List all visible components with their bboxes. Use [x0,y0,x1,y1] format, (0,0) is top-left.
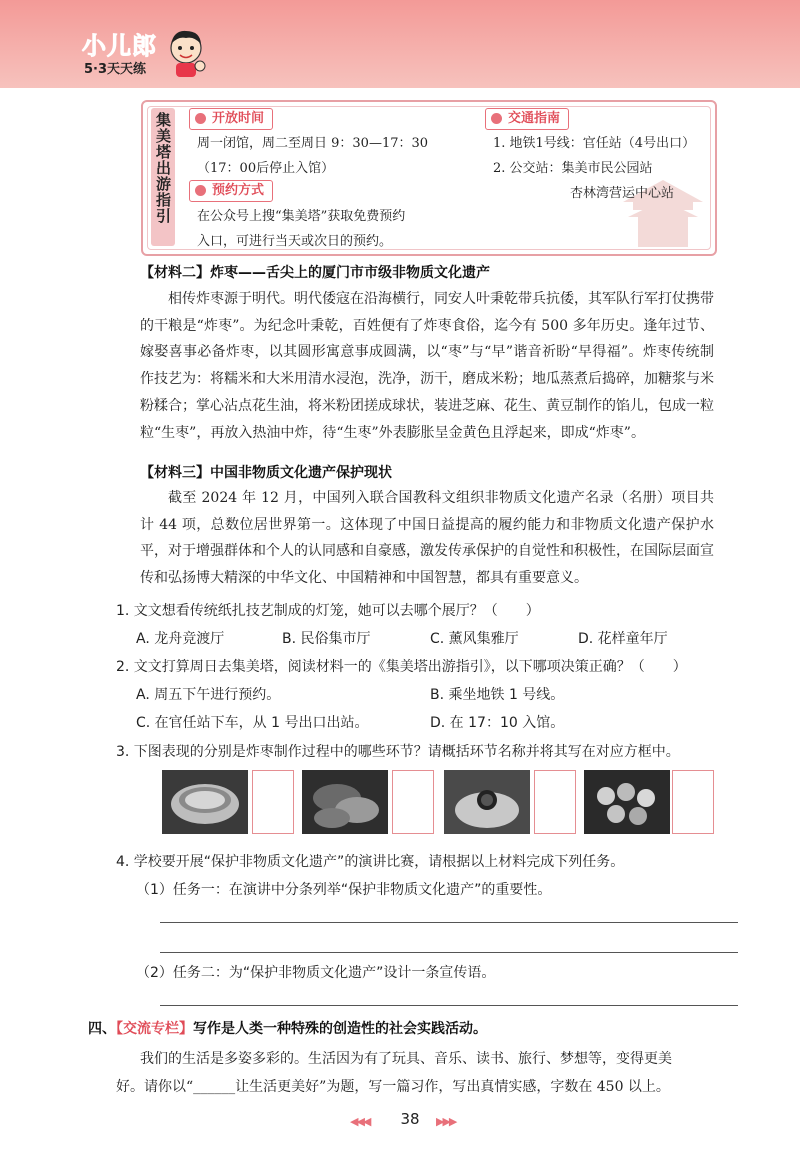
next-arrows-icon: ▶▶▶ [436,1115,456,1128]
answer-line[interactable] [160,952,738,953]
q2-option-d: D. 在 17：10 入馆。 [430,715,565,731]
q1-option-b: B. 民俗集市厅 [282,631,371,647]
q4-task-2: （2）任务二：为“保护非物质文化遗产”设计一条宣传语。 [136,965,496,981]
traffic-tag-label: 交通指南 [508,111,561,126]
hours-tag-label: 开放时间 [212,111,265,126]
hours-line-1: 周一闭馆，周二至周日 9：30—17：30 [197,136,429,151]
photo-sweet-potato [302,770,388,834]
travel-guide-box [141,100,717,256]
q4-task-1: （1）任务一：在演讲中分条列举“保护非物质文化遗产”的重要性。 [136,882,552,898]
footer-nav [0,1110,800,1134]
q2-option-a: A. 周五下午进行预约。 [136,687,281,703]
traffic-tag [485,108,569,130]
brand-sub-text: 5·3天天练 [84,62,147,77]
answer-box-4[interactable] [672,770,714,834]
photo-filling-ball [444,770,530,834]
bowl-photo-icon [162,770,248,834]
guide-title: 集美塔出游指引 [154,112,172,224]
prev-arrows-icon: ◀◀◀ [350,1115,370,1128]
part4-line-1: 我们的生活是多姿多彩的。生活因为有了玩具、音乐、读书、旅行、梦想等，变得更美 [140,1051,672,1067]
part4-prefix: 四、 [88,1021,116,1037]
answer-line[interactable] [160,922,738,923]
traffic-line-2: 2. 公交站：集美市民公园站 [493,161,653,176]
tag-dot-icon [195,113,206,124]
q1-option-c: C. 薰风集雅厅 [430,631,519,647]
tag-dot-icon [195,185,206,196]
answer-box-3[interactable] [534,770,576,834]
tag-dot-icon [491,113,502,124]
potato-photo-icon [302,770,388,834]
part4-heading: 写作是人类一种特殊的创造性的社会实践活动。 [193,1021,487,1037]
booking-line-2: 入口，可进行当天或次日的预约。 [197,234,393,249]
brand-main-text: 小儿郎 [82,32,157,60]
answer-box-1[interactable] [252,770,294,834]
question-1-stem: 1. 文文想看传统纸扎技艺制成的灯笼，她可以去哪个展厅？（ ） [116,603,540,619]
material2-heading: 【材料二】炸枣——舌尖上的厦门市市级非物质文化遗产 [140,265,490,281]
q1-option-d: D. 花样童年厅 [578,631,668,647]
q2-option-c: C. 在官任站下车，从 1 号出口出站。 [136,715,369,731]
hand-photo-icon [444,770,530,834]
part4-line-2: 好。请你以“______让生活更美好”为题，写一篇习作，写出真情实感，字数在 450 以上。 [116,1079,670,1095]
booking-tag [189,180,273,202]
page-number: 38 [400,1110,420,1128]
hours-line-2: （17：00后停止入馆） [197,161,335,176]
q2-option-b: B. 乘坐地铁 1 号线。 [430,687,565,703]
photo-soaking-rice [162,770,248,834]
traffic-line-1: 1. 地铁1号线：官任站（4号出口） [493,136,696,151]
q1-option-a: A. 龙舟竞渡厅 [136,631,225,647]
part4-column-label: 【交流专栏】 [116,1021,193,1037]
hours-tag [189,108,273,130]
question-2-stem: 2. 文文打算周日去集美塔，阅读材料一的《集美塔出游指引》，以下哪项决策正确？（ ） [116,659,687,675]
answer-line[interactable] [160,1005,738,1006]
question-4-stem: 4. 学校要开展“保护非物质文化遗产”的演讲比赛，请根据以上材料完成下列任务。 [116,854,625,870]
answer-box-2[interactable] [392,770,434,834]
mascot-boy-icon [164,26,208,78]
material3-heading: 【材料三】中国非物质文化遗产保护现状 [140,465,392,481]
guide-title-column [151,108,175,246]
traffic-line-3: 杏林湾营运中心站 [570,186,675,201]
photo-frying [584,770,670,834]
booking-line-1: 在公众号上搜“集美塔”获取免费预约 [197,209,406,224]
material2-text: 相传炸枣源于明代。明代倭寇在沿海横行，同安人叶秉乾带兵抗倭，其军队行军打仗携带的干粮是“炸枣”。为纪念叶秉乾，百姓便有了炸枣食俗，迄今有 500 多年历史。逢年过节、嫁娶喜事必备炸枣，以其圆形寓意事成圆满，以“枣”与“早”谐音祈盼“早得福”。炸枣传统制作技艺为：将糯米和大米用清水浸泡，洗净，沥干，磨成米粉；地瓜蒸煮后捣碎，加糖浆与米粉糅合；掌心沾点花生油，将米粉团搓成球状，装进芝麻、花生、黄豆制作的馅儿，包成一粒粒“生枣”，再放入热油中炸，待“生枣”外表膨胀呈金黄色且浮起来，即成“炸枣”。 [140,291,714,441]
brand-logo [82,26,202,82]
part4-heading-row [88,1018,487,1038]
booking-tag-label: 预约方式 [212,183,265,198]
question-3-stem: 3. 下图表现的分别是炸枣制作过程中的哪些环节？请概括环节名称并将其写在对应方框中。 [116,744,680,760]
frying-photo-icon [584,770,670,834]
process-photo-row [162,770,710,834]
material3-text: 截至 2024 年 12 月，中国列入联合国教科文组织非物质文化遗产名录（名册）项目共计 44 项，总数位居世界第一。这体现了中国日益提高的履约能力和非物质文化遗产保护水平，对于增强群体和个人的认同感和自豪感，激发传承保护的自觉性和积极性，在国际层面宣传和弘扬博大精深的中华文化、中国精神和中国智慧，都具有重要意义。 [140,490,714,587]
